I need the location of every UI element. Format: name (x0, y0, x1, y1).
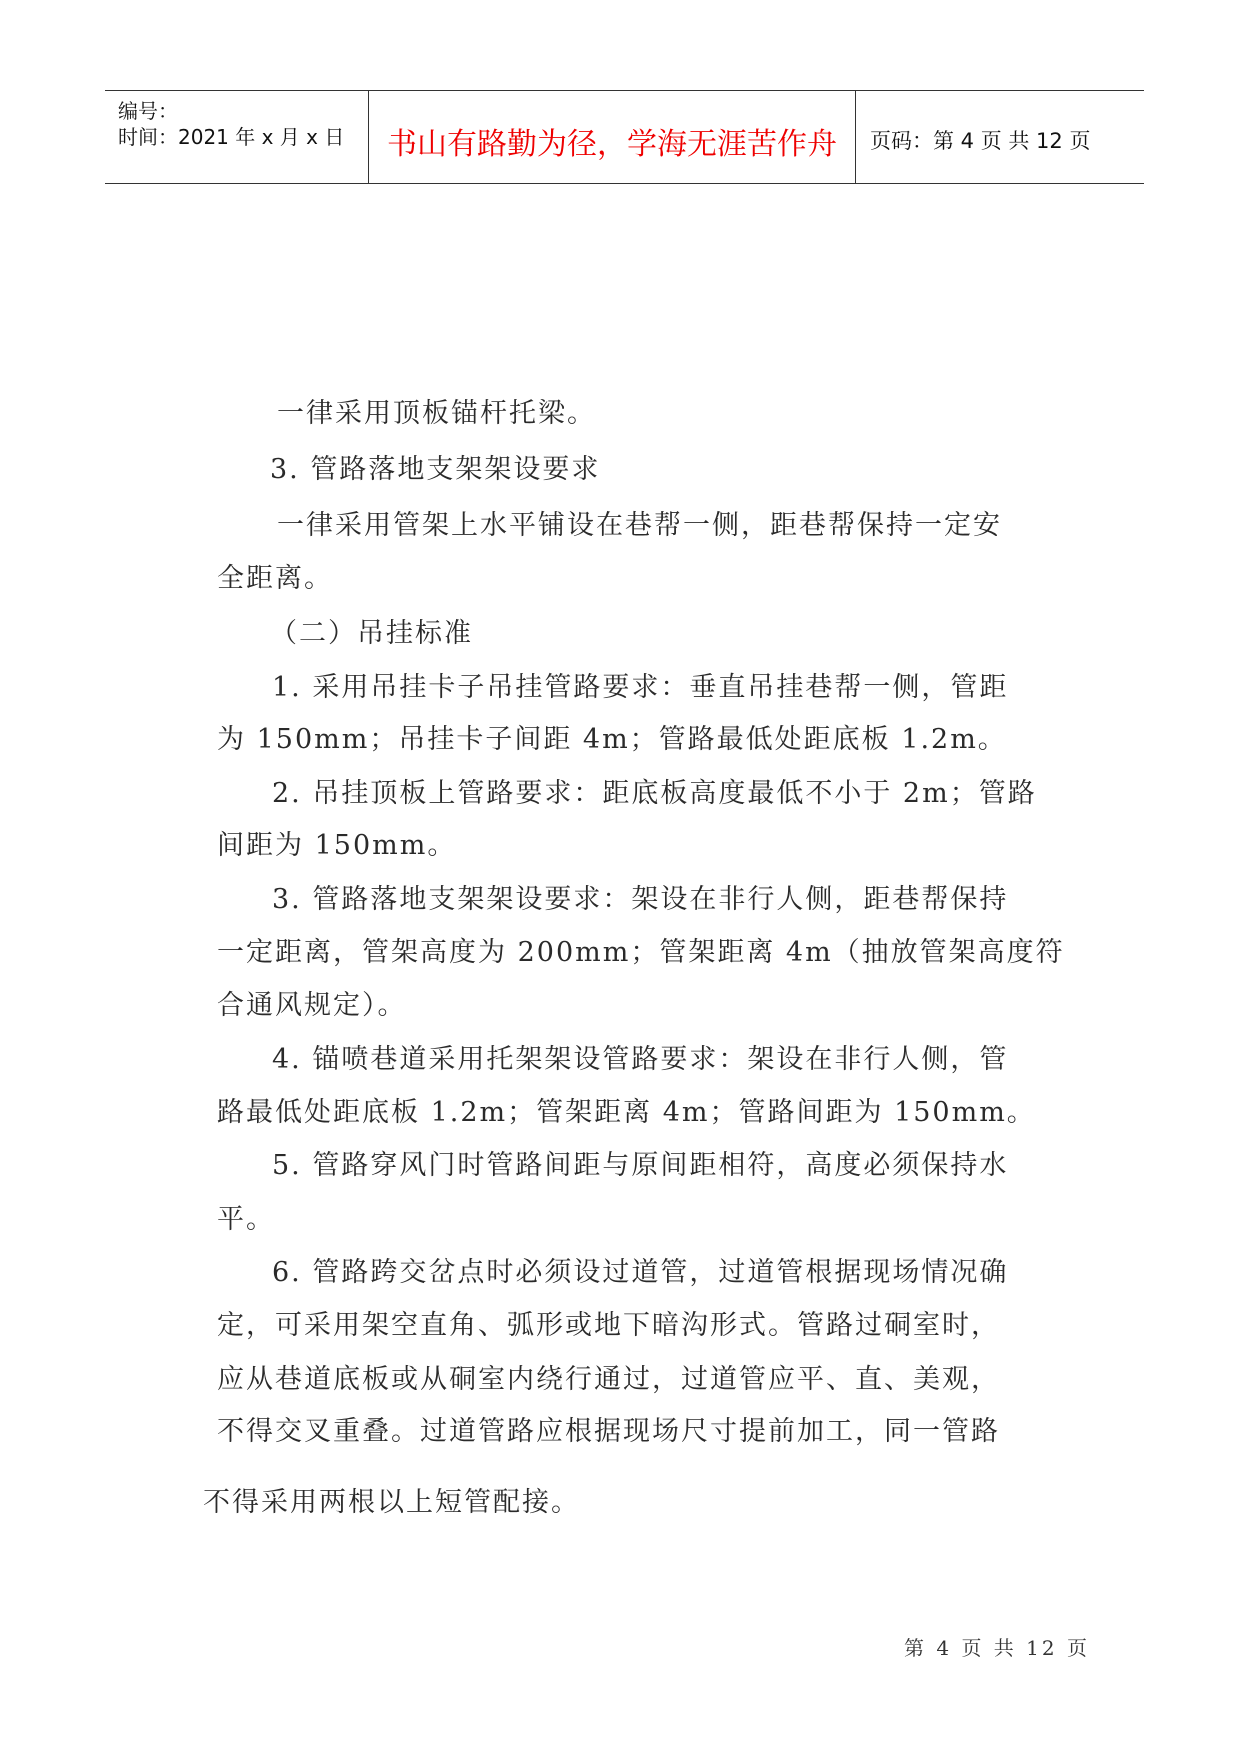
body-line: 路最低处距底板 1.2m；管架距离 4m；管路间距为 150mm。 (217, 1097, 1036, 1128)
page-footer-number: 第 4 页 共 12 页 (904, 1636, 1090, 1660)
body-line: 3. 管路落地支架架设要求 (270, 454, 601, 485)
header-page-number: 页码：第 4 页 共 12 页 (870, 129, 1091, 153)
body-line: 一律采用顶板锚杆托梁。 (277, 398, 596, 429)
body-line: 为 150mm；吊挂卡子间距 4m；管路最低处距底板 1.2m。 (217, 724, 1007, 755)
body-line: 4. 锚喷巷道采用托架架设管路要求：架设在非行人侧，管 (272, 1044, 1009, 1075)
body-line: 应从巷道底板或从硐室内绕行通过，过道管应平、直、美观， (217, 1364, 1000, 1395)
document-number-label: 编号： (118, 99, 178, 123)
page-header (105, 90, 1144, 184)
header-motto-cell (369, 91, 856, 183)
body-line: 不得采用两根以上短管配接。 (203, 1487, 580, 1518)
body-line: 6. 管路跨交岔点时必须设过道管，过道管根据现场情况确 (272, 1257, 1009, 1288)
body-line: 平。 (217, 1204, 275, 1235)
body-line: 5. 管路穿风门时管路间距与原间距相符，高度必须保持水 (272, 1150, 1009, 1181)
header-info-cell (105, 91, 369, 183)
body-line: 2. 吊挂顶板上管路要求：距底板高度最低不小于 2m；管路 (272, 778, 1037, 809)
body-line: 3. 管路落地支架架设要求：架设在非行人侧，距巷帮保持 (272, 884, 1009, 915)
header-page-cell (856, 91, 1144, 183)
body-line: 定，可采用架空直角、弧形或地下暗沟形式。管路过硐室时， (217, 1310, 1000, 1341)
body-line: 一定距离，管架高度为 200mm；管架距离 4m（抽放管架高度符 (217, 937, 1065, 968)
body-line: 合通风规定）。 (217, 990, 407, 1021)
body-line: 全距离。 (217, 563, 333, 594)
body-line: 不得交叉重叠。过道管路应根据现场尺寸提前加工，同一管路 (217, 1416, 1000, 1447)
body-line: 1. 采用吊挂卡子吊挂管路要求：垂直吊挂巷帮一侧，管距 (272, 672, 1009, 703)
body-line: 一律采用管架上水平铺设在巷帮一侧，距巷帮保持一定安 (277, 510, 1002, 541)
body-line: 间距为 150mm。 (217, 830, 457, 861)
section-heading: （二）吊挂标准 (270, 618, 473, 649)
header-motto: 书山有路勤为径，学海无涯苦作舟 (387, 127, 837, 162)
document-time-label: 时间：2021 年 x 月 x 日 (118, 125, 345, 149)
